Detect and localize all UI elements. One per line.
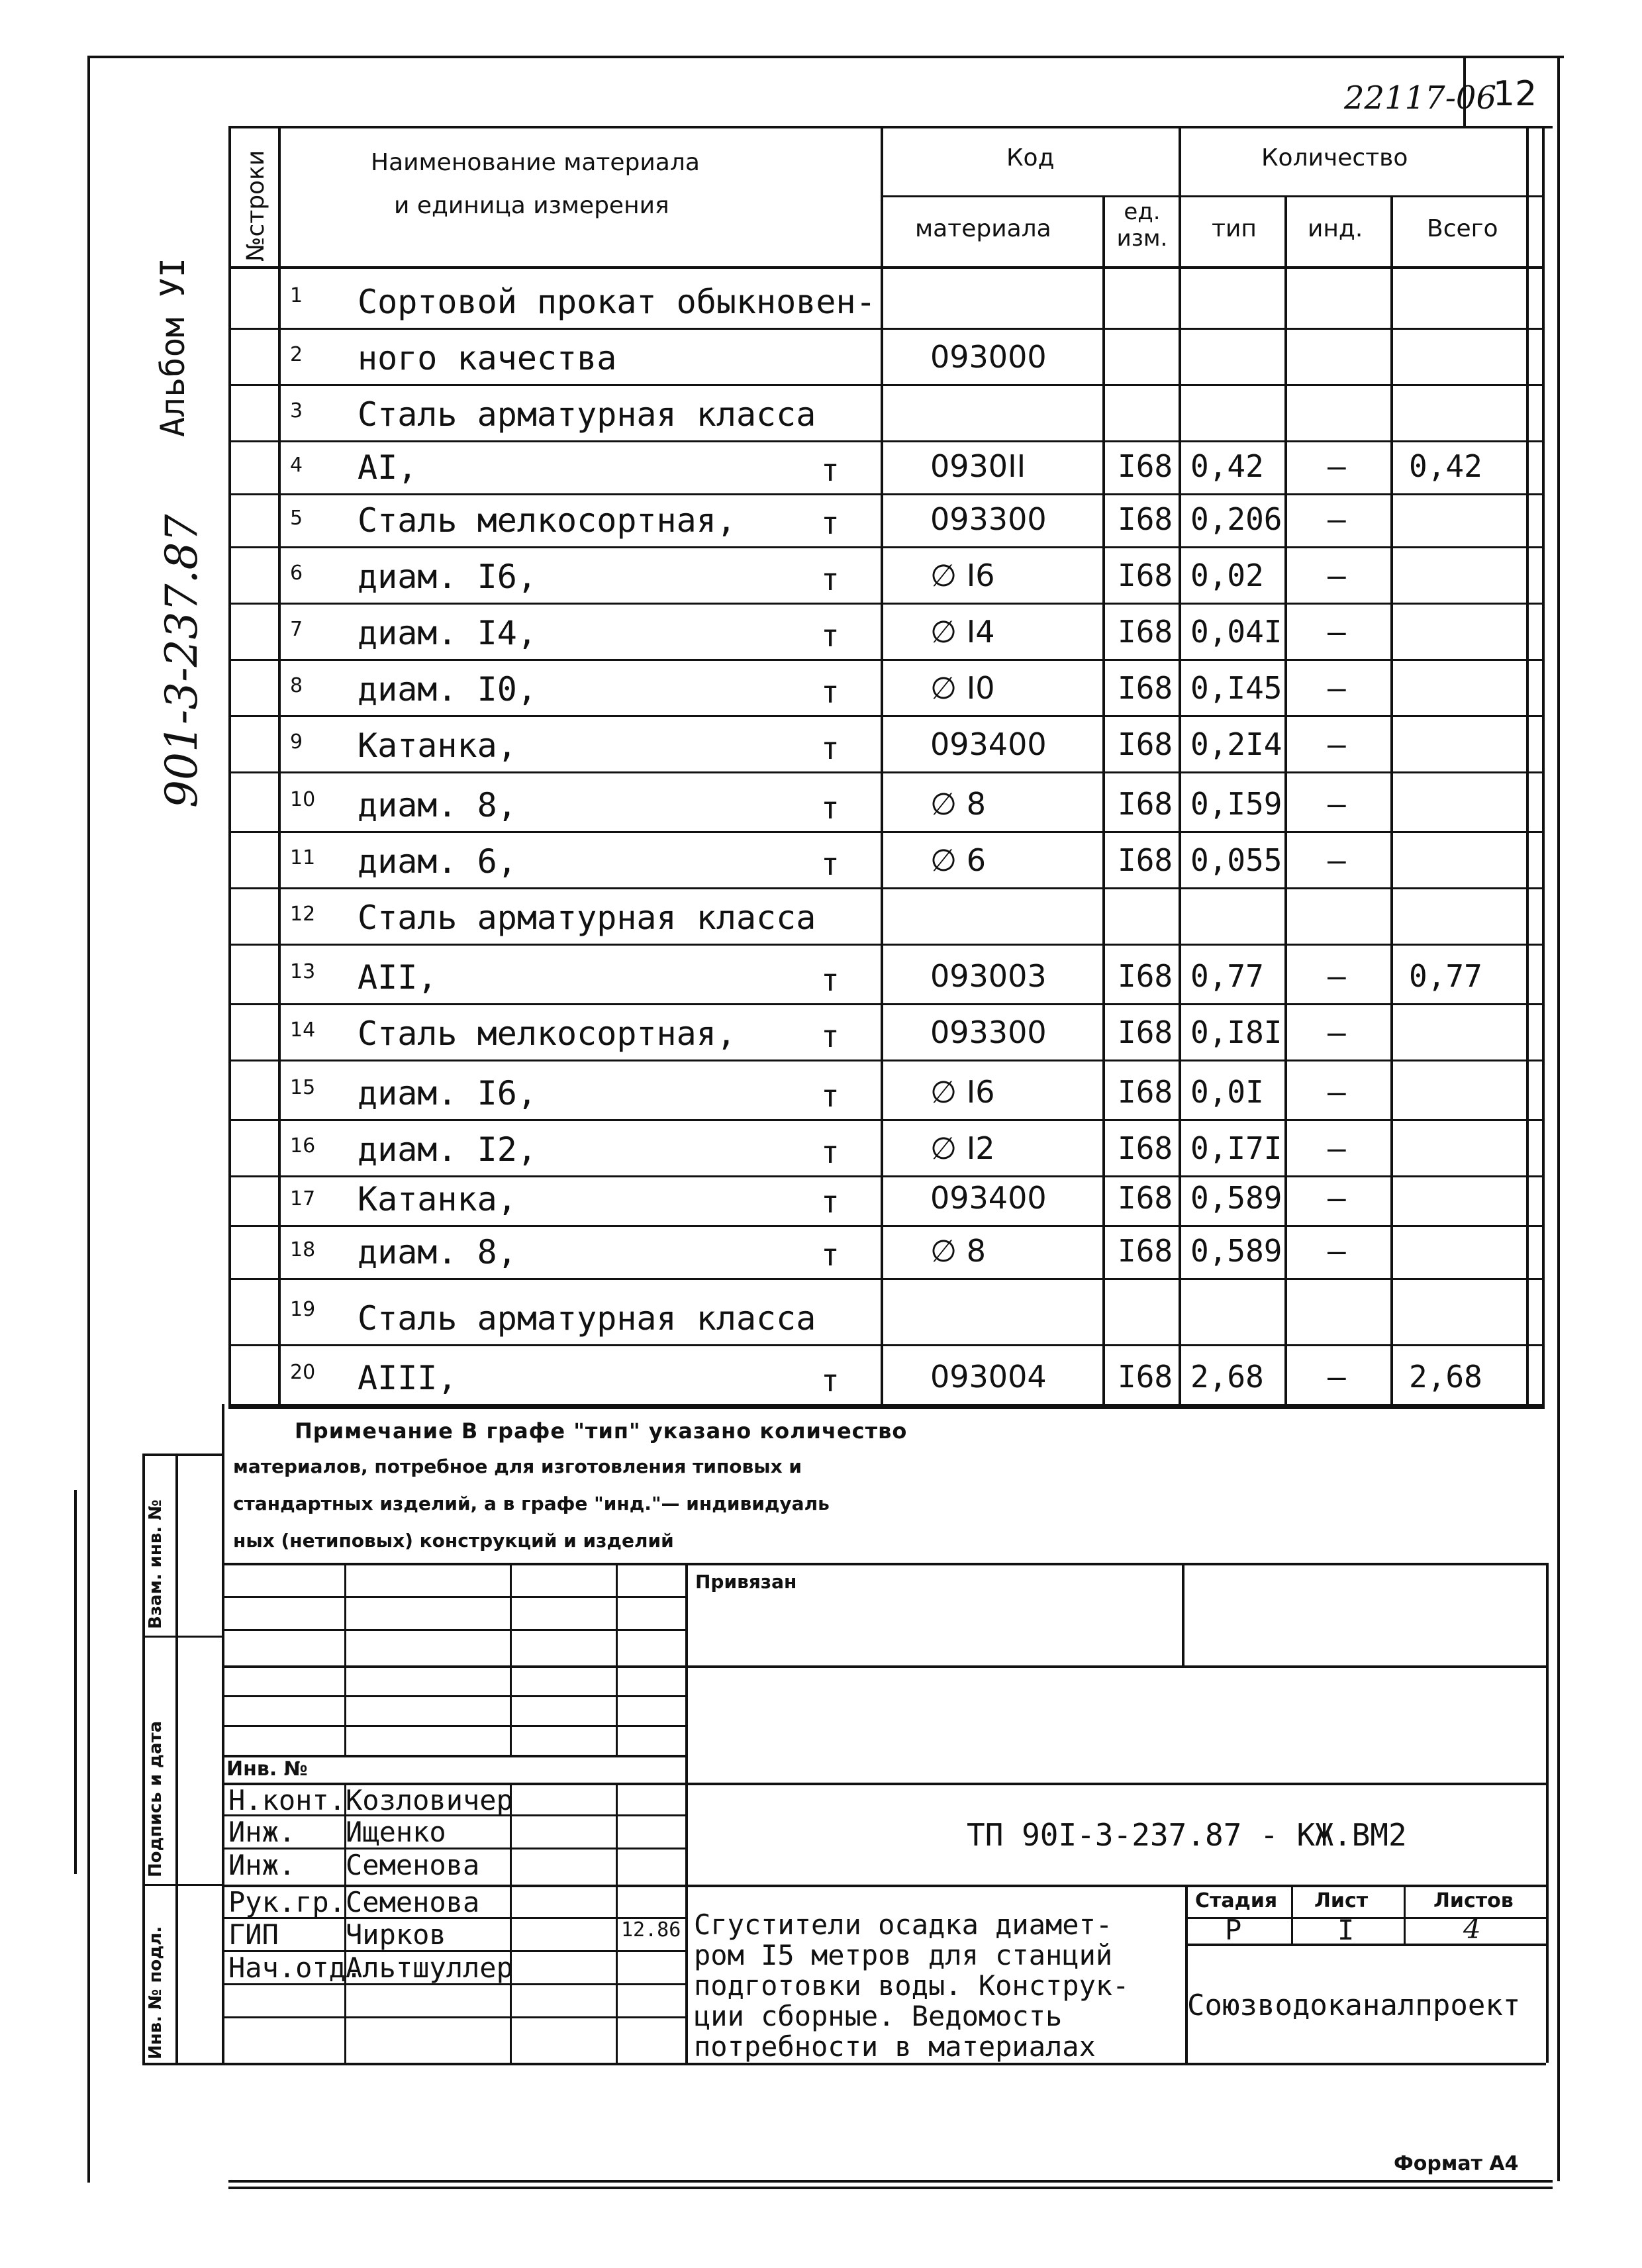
qty-ind: – [1328, 1233, 1346, 1269]
row-divider [228, 493, 1543, 495]
qty-type: 0,055 [1190, 842, 1282, 878]
material-name: АIII, [358, 1359, 458, 1397]
header-quantity: Количество [1261, 144, 1408, 172]
row-divider [228, 1344, 1543, 1346]
row-number: 1 [290, 283, 303, 307]
unit-code: I68 [1118, 1359, 1173, 1395]
stadiya-label: Стадия [1195, 1889, 1278, 1912]
material-unit: т [821, 1184, 840, 1220]
qty-type: 0,589 [1190, 1233, 1282, 1269]
row-number: 15 [290, 1076, 316, 1099]
material-name: диам. I6, [358, 1074, 537, 1112]
inv-no-label: Инв. № [226, 1757, 308, 1781]
header-code: Код [1006, 144, 1055, 172]
row-number: 4 [290, 454, 303, 477]
row-divider [228, 1175, 1543, 1177]
material-code: 093003 [930, 958, 1047, 994]
row-divider [228, 546, 1543, 548]
material-unit: т [821, 846, 840, 882]
material-name: Катанка, [358, 1180, 517, 1218]
material-code: 0930II [930, 448, 1026, 484]
qty-total: 2,68 [1409, 1359, 1482, 1395]
row-number: 20 [290, 1361, 316, 1384]
qty-ind: – [1328, 1130, 1346, 1166]
col-qty [1179, 126, 1181, 1404]
unit-code: I68 [1118, 614, 1173, 650]
material-unit: т [821, 1018, 840, 1054]
qty-type: 0,04I [1190, 614, 1282, 650]
row-divider [228, 659, 1543, 661]
unit-code: I68 [1118, 501, 1173, 537]
row-number: 16 [290, 1134, 316, 1158]
material-name: АII, [358, 958, 438, 997]
signer-name: Альтшуллер [346, 1951, 513, 1984]
row-divider [228, 715, 1543, 717]
material-name: Сталь арматурная класса [358, 899, 816, 937]
qty-ind: – [1328, 614, 1346, 650]
designation: ТП 90I-3-237.87 - КЖ.ВМ2 [967, 1817, 1407, 1853]
unit-code: I68 [1118, 1180, 1173, 1216]
unit-code: I68 [1118, 842, 1173, 878]
row-number: 6 [290, 561, 303, 585]
col-code [881, 126, 883, 1404]
material-code: ∅ I4 [930, 614, 995, 650]
material-code: 093300 [930, 1014, 1047, 1050]
row-divider [228, 440, 1543, 442]
format-label: Формат А4 [1394, 2152, 1519, 2175]
material-code: 093004 [930, 1359, 1047, 1395]
material-unit: т [821, 1363, 840, 1399]
album-label: Альбом УI [154, 258, 192, 437]
row-number: 13 [290, 960, 316, 983]
row-divider [228, 1060, 1543, 1061]
qty-type: 0,206 [1190, 501, 1282, 537]
header-name-line2: и единица измерения [394, 192, 669, 219]
material-name: диам. I4, [358, 614, 537, 652]
material-name: Сталь мелкосортная, [358, 501, 736, 540]
row-number: 11 [290, 846, 316, 869]
qty-ind: – [1328, 958, 1346, 994]
unit-code: I68 [1118, 726, 1173, 762]
signer-name: Семенова [346, 1849, 480, 1881]
material-unit: т [821, 562, 840, 597]
qty-ind: – [1328, 1359, 1346, 1395]
note-line1: Примечание В графе "тип" указано количество [295, 1418, 908, 1444]
header-row-no: №строки [242, 150, 269, 262]
material-name: диам. 8, [358, 786, 517, 824]
row-number: 8 [290, 673, 303, 697]
project-code-side: 901-3-237.87 [156, 514, 207, 808]
signer-date: 12.86 [621, 1918, 681, 1942]
unit-code: I68 [1118, 1074, 1173, 1110]
material-name: Катанка, [358, 726, 517, 765]
qty-ind: – [1328, 558, 1346, 593]
material-name: Сталь мелкосортная, [358, 1014, 736, 1053]
qty-total: 0,42 [1409, 448, 1482, 484]
row-divider [228, 771, 1543, 773]
unit-code: I68 [1118, 786, 1173, 822]
material-name: Сталь арматурная класса [358, 1299, 816, 1338]
row-divider [228, 603, 1543, 605]
qty-type: 0,I59 [1190, 786, 1282, 822]
material-name: ного качества [358, 339, 617, 377]
qty-type: 0,I45 [1190, 670, 1282, 706]
organization: Союзводоканалпроект [1187, 1989, 1521, 2022]
page-box-left [1463, 56, 1466, 128]
unit-code: I68 [1118, 1014, 1173, 1050]
unit-code: I68 [1118, 1233, 1173, 1269]
material-unit: т [821, 962, 840, 998]
qty-type: 0,02 [1190, 558, 1264, 593]
col-right [1526, 126, 1529, 1404]
unit-code: I68 [1118, 958, 1173, 994]
row-divider [228, 1003, 1543, 1005]
bottom-border [228, 2180, 1553, 2183]
material-name: диам. I6, [358, 558, 537, 596]
signer-name: Ищенко [346, 1816, 446, 1848]
qty-type: 0,I8I [1190, 1014, 1282, 1050]
signer-role: Инж. [228, 1849, 296, 1881]
material-unit: т [821, 1237, 840, 1273]
signer-name: Чирков [346, 1918, 446, 1951]
side-vzam-inv: Взам. инв. № [146, 1499, 166, 1629]
signer-role: Н.конт. [228, 1784, 346, 1816]
title-line5: потребности в материалах [694, 2030, 1096, 2063]
col-eu [1102, 195, 1105, 1404]
stadiya-value: Р [1225, 1914, 1242, 1946]
qty-ind: – [1328, 1180, 1346, 1216]
qty-ind: – [1328, 1014, 1346, 1050]
unit-code: I68 [1118, 670, 1173, 706]
qty-ind: – [1328, 842, 1346, 878]
material-unit: т [821, 505, 840, 541]
material-name: АI, [358, 448, 418, 487]
material-code: ∅ 8 [930, 786, 986, 822]
title-line3: подготовки воды. Конструк- [694, 1969, 1130, 2002]
note-line3: стандартных изделий, а в графе "инд."— индивидуаль [233, 1493, 830, 1514]
material-code: 093400 [930, 1180, 1047, 1216]
material-code: 093000 [930, 339, 1047, 375]
doc-number: 22117-06 [1344, 79, 1496, 117]
row-divider [228, 831, 1543, 833]
material-unit: т [821, 790, 840, 826]
signer-role: Нач.отд. [228, 1951, 363, 1984]
list-value: I [1337, 1914, 1355, 1946]
row-number: 5 [290, 507, 303, 530]
qty-ind: – [1328, 501, 1346, 537]
row-divider [228, 944, 1543, 946]
material-name: диам. I0, [358, 670, 537, 709]
signer-name: Козловичер [346, 1784, 513, 1816]
qty-type: 0,0I [1190, 1074, 1264, 1110]
header-qty-ind: инд. [1308, 215, 1363, 242]
material-name: Сортовой прокат обыкновен- [358, 283, 876, 321]
header-qty-type: тип [1212, 215, 1257, 242]
row-divider [228, 328, 1543, 330]
row-number: 7 [290, 617, 303, 641]
qty-ind: – [1328, 1074, 1346, 1110]
material-code: ∅ 6 [930, 842, 986, 878]
material-code: ∅ I6 [930, 558, 995, 593]
list-label: Лист [1314, 1889, 1369, 1912]
row-divider [228, 887, 1543, 889]
title-line2: ром I5 метров для станций [694, 1939, 1113, 1971]
title-line4: ции сборные. Ведомость [694, 2000, 1063, 2032]
qty-type: 0,77 [1190, 958, 1264, 994]
row-number: 12 [290, 902, 316, 926]
material-name: диам. 8, [358, 1233, 517, 1271]
material-unit: т [821, 618, 840, 654]
row-number: 14 [290, 1018, 316, 1042]
row-number: 2 [290, 342, 303, 366]
signer-role: ГИП [228, 1918, 279, 1951]
page-number: 12 [1493, 74, 1537, 114]
material-code: ∅ I2 [930, 1130, 995, 1166]
col-rownum [278, 126, 281, 1404]
material-name: Сталь арматурная класса [358, 395, 816, 434]
row-divider [228, 384, 1543, 386]
qty-type: 2,68 [1190, 1359, 1264, 1395]
material-name: диам. I2, [358, 1130, 537, 1169]
material-unit: т [821, 674, 840, 710]
material-unit: т [821, 452, 840, 488]
signer-role: Рук.гр. [228, 1886, 346, 1918]
row-number: 3 [290, 399, 303, 422]
header-code-unit: ед. изм. [1116, 199, 1168, 252]
signer-role: Инж. [228, 1816, 296, 1848]
row-divider [228, 1225, 1543, 1227]
col-ind [1284, 195, 1287, 1404]
qty-type: 0,I7I [1190, 1130, 1282, 1166]
material-code: ∅ I0 [930, 670, 995, 706]
qty-ind: – [1328, 786, 1346, 822]
qty-type: 0,2I4 [1190, 726, 1282, 762]
note-line4: ных (нетиповых) конструкций и изделий [233, 1530, 674, 1552]
material-code: 093300 [930, 501, 1047, 537]
row-number: 19 [290, 1298, 316, 1321]
material-unit: т [821, 1134, 840, 1170]
col-total [1390, 195, 1393, 1404]
qty-total: 0,77 [1409, 958, 1482, 994]
row-number: 17 [290, 1187, 316, 1210]
row-number: 18 [290, 1238, 316, 1261]
qty-ind: – [1328, 670, 1346, 706]
row-divider [228, 1278, 1543, 1280]
qty-ind: – [1328, 726, 1346, 762]
material-name: диам. 6, [358, 842, 517, 881]
material-code: 093400 [930, 726, 1047, 762]
material-code: ∅ 8 [930, 1233, 986, 1269]
material-unit: т [821, 730, 840, 766]
unit-code: I68 [1118, 448, 1173, 484]
header-name-line1: Наименование материала [371, 149, 700, 176]
side-podpis-data: Подпись и дата [146, 1720, 166, 1877]
note-line2: материалов, потребное для изготовления типовых и [233, 1455, 802, 1477]
listov-value: 4 [1463, 1912, 1481, 1945]
row-divider [228, 1119, 1543, 1121]
side-inv-podl: Инв. № подл. [146, 1926, 166, 2059]
qty-type: 0,42 [1190, 448, 1264, 484]
row-number: 10 [290, 788, 316, 811]
signer-name: Семенова [346, 1886, 480, 1918]
listov-label: Листов [1433, 1889, 1514, 1912]
right-border [1557, 56, 1560, 2181]
material-code: ∅ I6 [930, 1074, 995, 1110]
unit-code: I68 [1118, 1130, 1173, 1166]
material-unit: т [821, 1078, 840, 1114]
privyazan-label: Привязан [695, 1571, 797, 1593]
title-line1: Сгустители осадка диамет- [694, 1908, 1113, 1941]
header-qty-total: Всего [1427, 215, 1498, 242]
header-code-material: материала [915, 215, 1051, 242]
row-number: 9 [290, 730, 303, 754]
unit-code: I68 [1118, 558, 1173, 593]
qty-type: 0,589 [1190, 1180, 1282, 1216]
qty-ind: – [1328, 448, 1346, 484]
